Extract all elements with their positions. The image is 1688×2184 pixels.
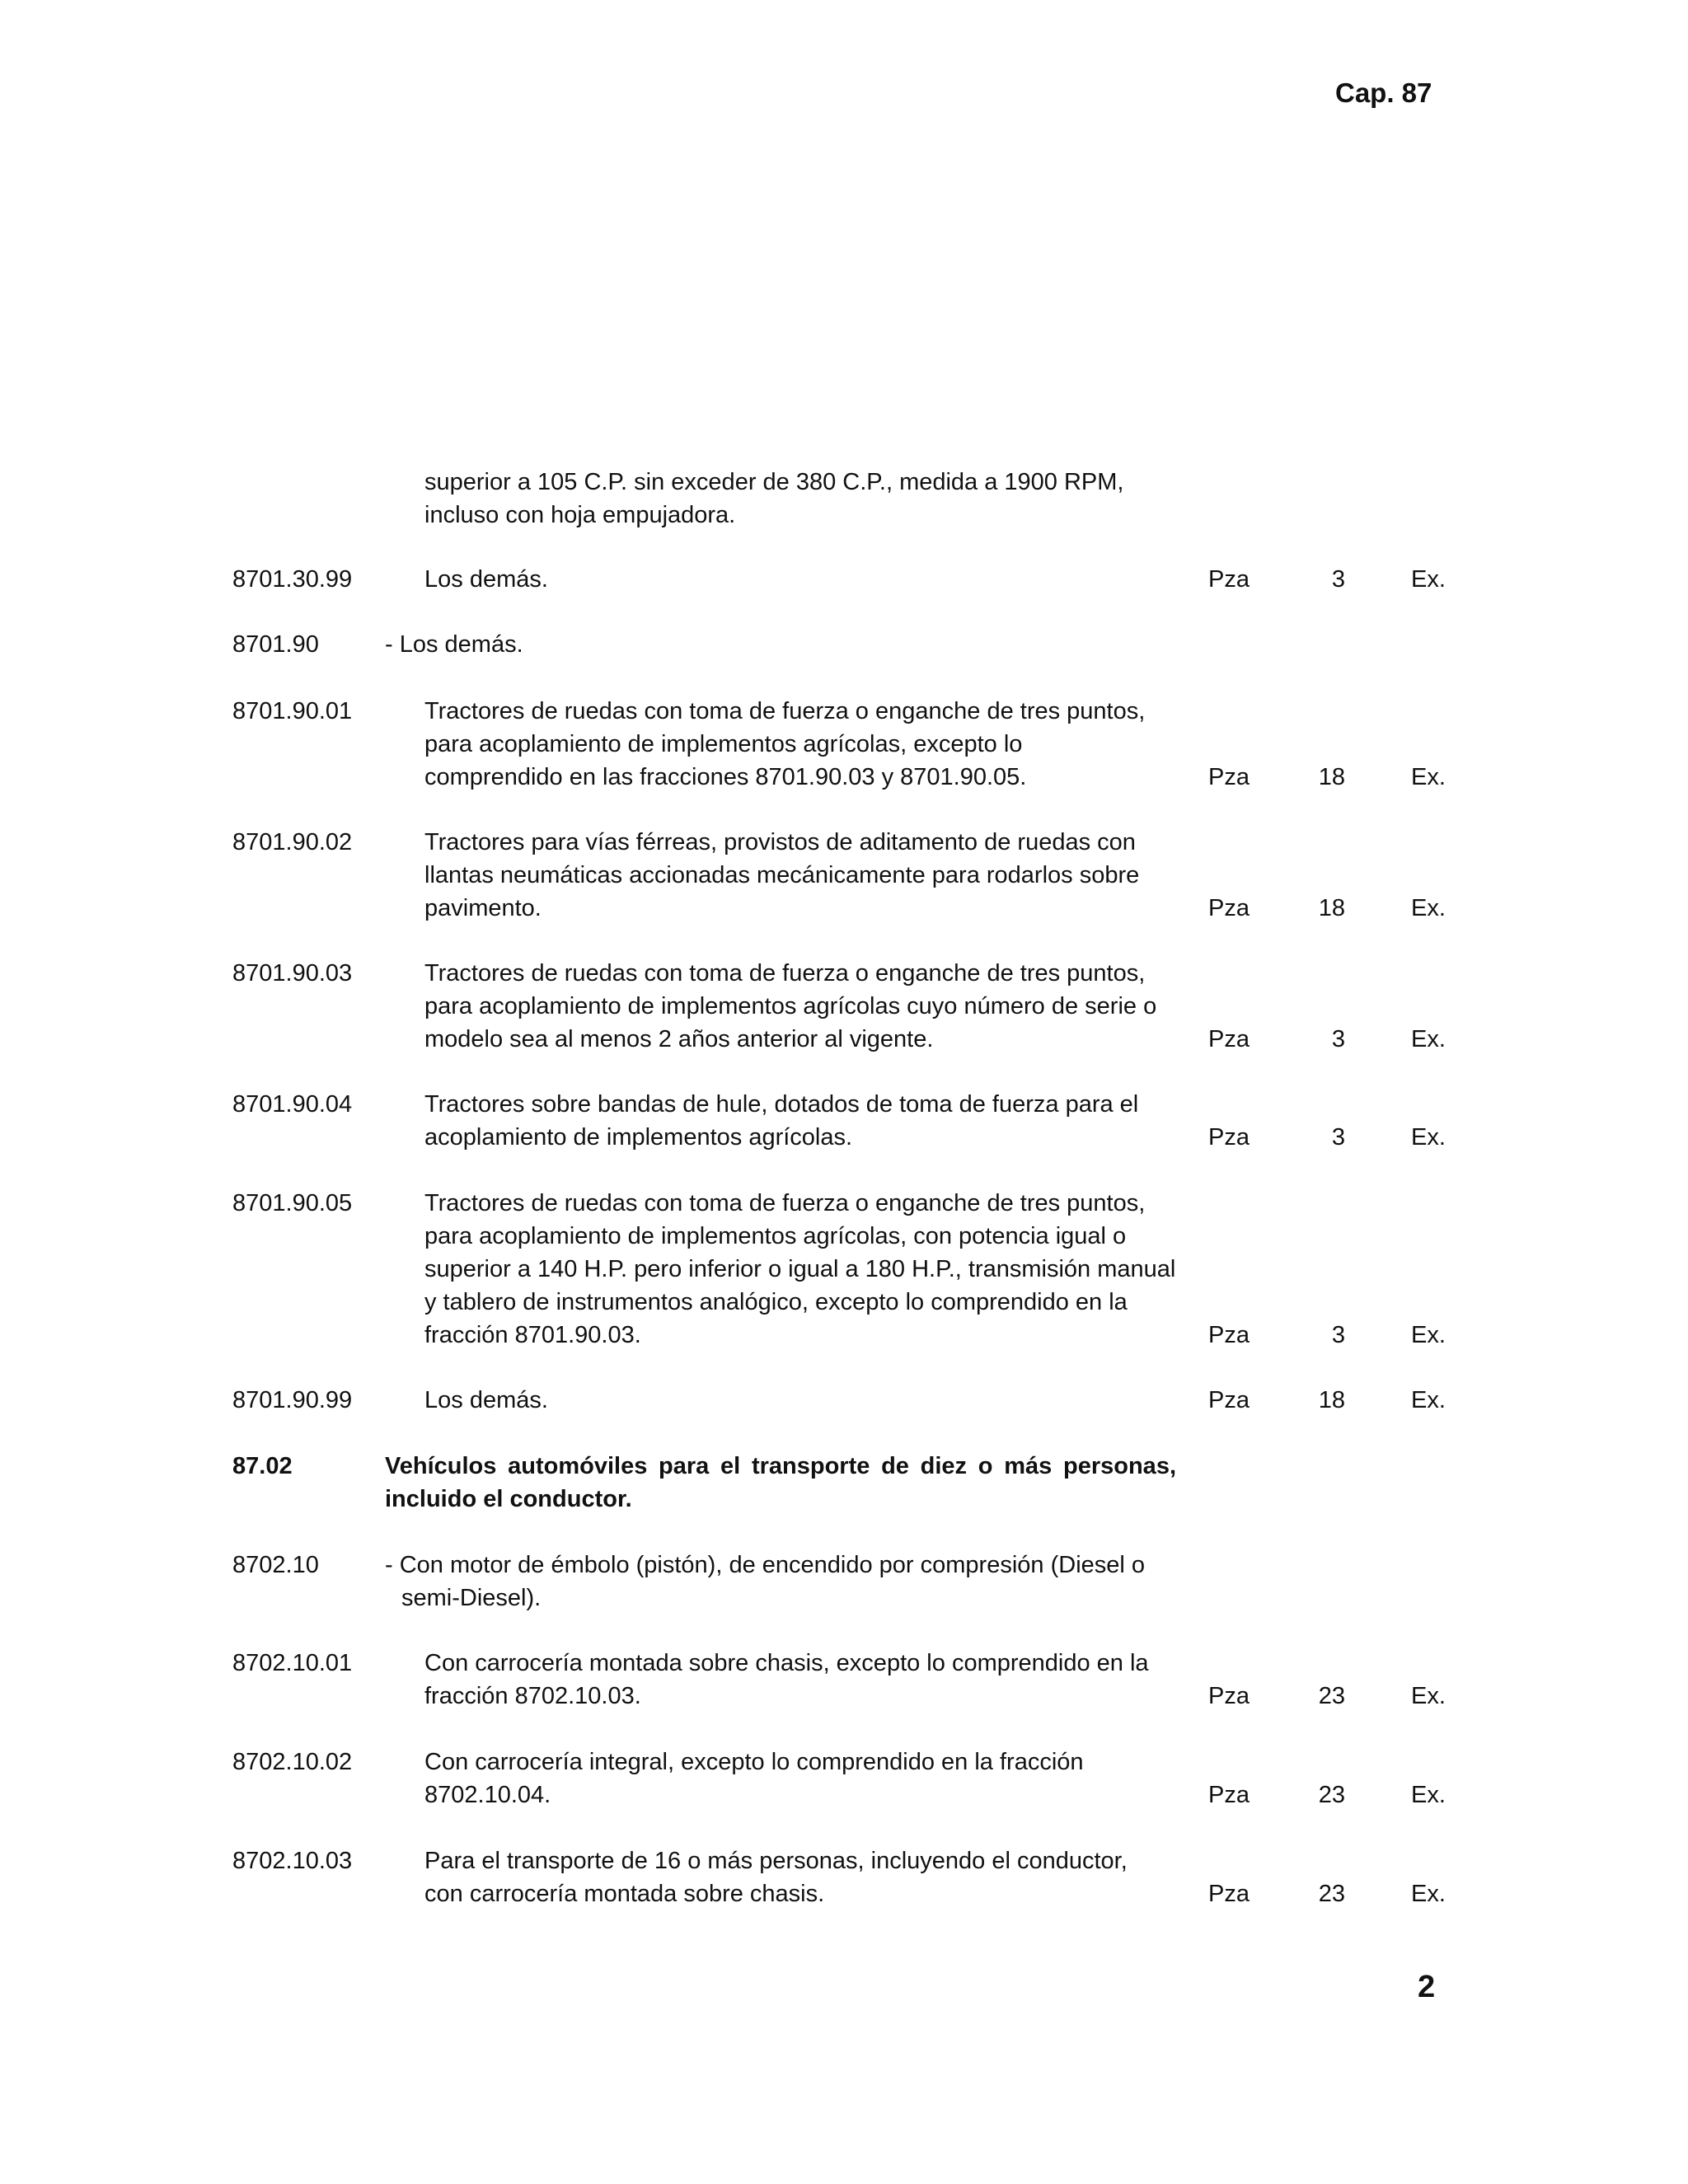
tariff-note: Ex. — [1411, 895, 1446, 921]
tariff-note: Ex. — [1411, 764, 1446, 790]
tariff-description: Los demás. — [424, 1387, 548, 1413]
tariff-note: Ex. — [1411, 1881, 1446, 1907]
tariff-description: Tractores para vías férreas, provistos de aditamento de ruedas con llantas neumáticas accionadas mecánicamente para rodarlos sobre pavimento. — [424, 829, 1140, 921]
tariff-rate: 3 — [1331, 1322, 1345, 1348]
tariff-note: Ex. — [1411, 1322, 1446, 1348]
tariff-description: superior a 105 C.P. sin exceder de 380 C.P., medida a 1900 RPM, incluso con hoja empujadora. — [424, 469, 1124, 528]
unit-of-measure: Pza — [1208, 566, 1250, 593]
tariff-code: 8701.90.05 — [232, 1190, 353, 1216]
unit-of-measure: Pza — [1208, 1881, 1250, 1907]
tariff-description: Tractores de ruedas con toma de fuerza o enganche de tres puntos, para acoplamiento de implementos agrícolas, excepto lo comprendido en las fracciones 8701.90.03 y 8701.90.05. — [424, 698, 1146, 790]
unit-of-measure: Pza — [1208, 895, 1250, 921]
tariff-note: Ex. — [1411, 1387, 1446, 1413]
chapter-label: Cap. 87 — [1335, 77, 1432, 108]
tariff-description: Con carrocería montada sobre chasis, excepto lo comprendido en la fracción 8702.10.03. — [424, 1650, 1149, 1709]
tariff-rate: 18 — [1318, 1387, 1345, 1413]
tariff-rate: 3 — [1331, 1026, 1345, 1052]
unit-of-measure: Pza — [1208, 1026, 1250, 1052]
tariff-note: Ex. — [1411, 1026, 1446, 1052]
tariff-description: Con carrocería integral, excepto lo comprendido en la fracción 8702.10.04. — [424, 1749, 1084, 1808]
heading-description: Vehículos automóviles para el transporte de diez o más personas, incluido el conductor. — [385, 1453, 1176, 1512]
tariff-code: 8702.10.02 — [232, 1749, 353, 1775]
unit-of-measure: Pza — [1208, 1387, 1250, 1413]
tariff-code: 8701.30.99 — [232, 566, 353, 593]
tariff-rate: 3 — [1331, 1124, 1345, 1151]
tariff-code: 8701.90.01 — [232, 698, 353, 724]
tariff-code: 8702.10 — [232, 1552, 319, 1578]
tariff-code: 8701.90 — [232, 631, 319, 658]
heading-code: 87.02 — [232, 1453, 293, 1479]
unit-of-measure: Pza — [1208, 1782, 1250, 1808]
tariff-rate: 23 — [1318, 1881, 1345, 1907]
tariff-description: Tractores de ruedas con toma de fuerza o enganche de tres puntos, para acoplamiento de implementos agrícolas, con potencia igual o superior a 140 H.P. pero inferior o igual a 180 H.P., transmisión manual y tablero de instrumentos analógico, excepto lo comprendido en la fracción 8701.90.03. — [424, 1190, 1176, 1348]
unit-of-measure: Pza — [1208, 1124, 1250, 1151]
tariff-rate: 23 — [1318, 1782, 1345, 1808]
tariff-description: Para el transporte de 16 o más personas, incluyendo el conductor, con carrocería montada sobre chasis. — [424, 1848, 1128, 1907]
tariff-note: Ex. — [1411, 1683, 1446, 1709]
tariff-code: 8701.90.04 — [232, 1091, 353, 1118]
tariff-description: Tractores de ruedas con toma de fuerza o enganche de tres puntos, para acoplamiento de implementos agrícolas cuyo número de serie o modelo sea al menos 2 años anterior al vigente. — [424, 960, 1157, 1052]
tariff-description: - Con motor de émbolo (pistón), de encendido por compresión (Diesel o semi-Diesel). — [385, 1552, 1146, 1611]
tariff-code: 8701.90.03 — [232, 960, 353, 987]
tariff-code: 8702.10.03 — [232, 1848, 353, 1874]
tariff-code: 8701.90.02 — [232, 829, 353, 855]
tariff-description: - Los demás. — [385, 631, 523, 658]
tariff-code: 8701.90.99 — [232, 1387, 353, 1413]
tariff-rate: 3 — [1331, 566, 1345, 593]
tariff-rate: 18 — [1318, 895, 1345, 921]
tariff-rate: 18 — [1318, 764, 1345, 790]
tariff-description: Los demás. — [424, 566, 548, 593]
tariff-note: Ex. — [1411, 566, 1446, 593]
tariff-description: Tractores sobre bandas de hule, dotados de toma de fuerza para el acoplamiento de implementos agrícolas. — [424, 1091, 1139, 1151]
tariff-rate: 23 — [1318, 1683, 1345, 1709]
tariff-note: Ex. — [1411, 1782, 1446, 1808]
tariff-note: Ex. — [1411, 1124, 1446, 1151]
page-number: 2 — [1418, 1970, 1436, 2004]
unit-of-measure: Pza — [1208, 1322, 1250, 1348]
tariff-code: 8702.10.01 — [232, 1650, 353, 1676]
unit-of-measure: Pza — [1208, 764, 1250, 790]
unit-of-measure: Pza — [1208, 1683, 1250, 1709]
